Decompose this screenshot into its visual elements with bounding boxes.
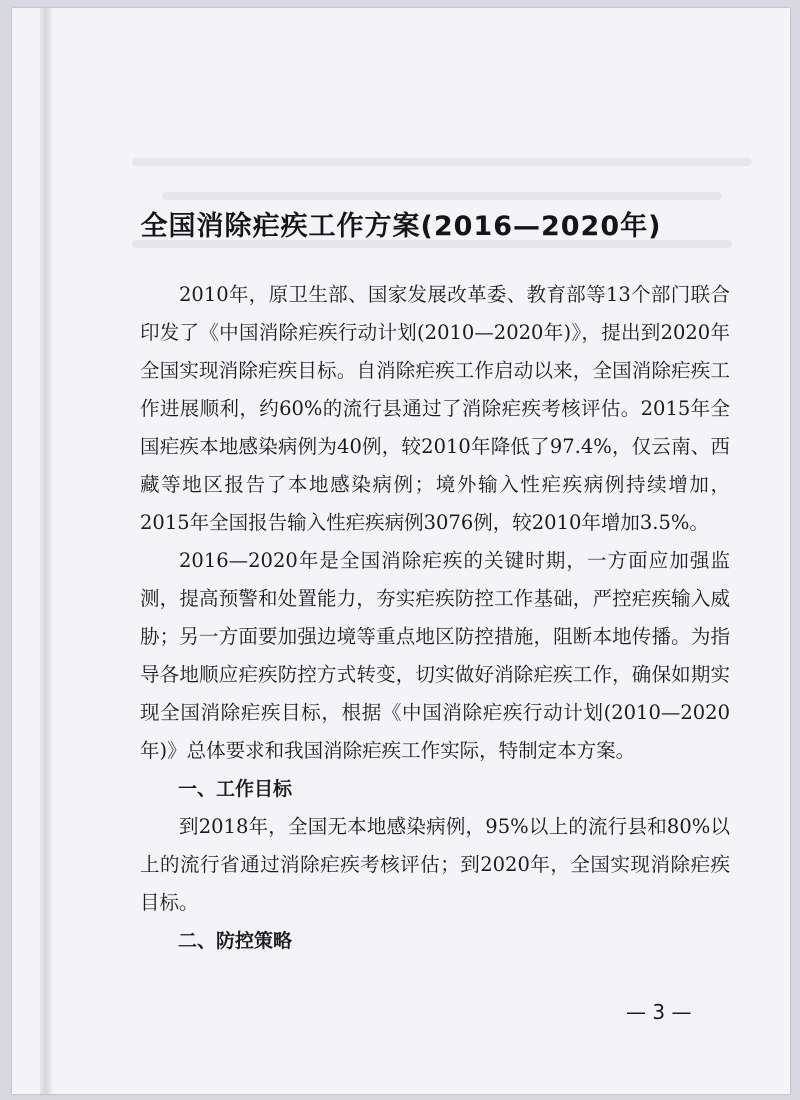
page-number: — 3 — (626, 1000, 692, 1024)
paragraph-goals: 到2018年，全国无本地感染病例，95%以上的流行县和80%以上的流行省通过消除疟疾考核评估；到2020年，全国实现消除疟疾目标。 (140, 815, 730, 914)
paragraph-intro: 2010年，原卫生部、国家发展改革委、教育部等13个部门联合印发了《中国消除疟疾行动计划(2010—2020年)》，提出到2020年全国实现消除疟疾目标。自消除疟疾工作启动以来，全国消除疟疾工作进展顺利，约60%的流行县通过了消除疟疾考核评估。2015年全国疟疾本地感染病例为40例，较2010年降低了97.4%，仅云南、西藏等地区报告了本地感染病例；境外输入性疟疾病例持续增加，2015年全国报告输入性疟疾病例3076例，较2010年增加3.5%。 (140, 283, 730, 534)
section-heading-strategy: 二、防控策略 (178, 930, 293, 952)
binding-fold (40, 8, 52, 1094)
document-page (12, 8, 790, 1094)
bleed-through-text (162, 192, 722, 200)
bleed-through-text (132, 158, 752, 166)
document-title: 全国消除疟疾工作方案(2016—2020年) (140, 211, 662, 242)
document-body (140, 276, 730, 960)
section-heading-goals: 一、工作目标 (178, 778, 293, 800)
paragraph-context: 2016—2020年是全国消除疟疾的关键时期，一方面应加强监测，提高预警和处置能力，夯实疟疾防控工作基础，严控疟疾输入威胁；另一方面要加强边境等重点地区防控措施，阻断本地传播。为指导各地顺应疟疾防控方式转变，切实做好消除疟疾工作，确保如期实现全国消除疟疾目标，根据《中国消除疟疾行动计划(2010—2020年)》总体要求和我国消除疟疾工作实际，特制定本方案。 (140, 549, 730, 762)
